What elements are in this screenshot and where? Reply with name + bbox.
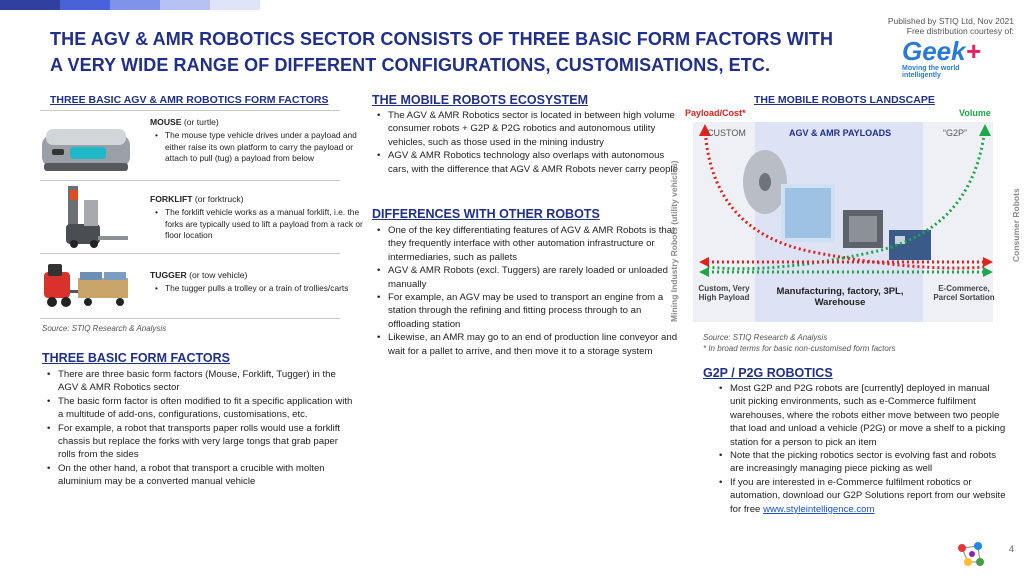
differences-list	[374, 224, 678, 358]
right-axis-label: Consumer Robots	[1011, 188, 1021, 262]
three-basic-heading: THREE BASIC FORM FACTORS	[42, 351, 230, 365]
list-item: • For example, an AGV may be used to transport an engine from a station through the refining and fitting process through to an offloading station	[388, 291, 678, 331]
mouse-alt: (or turtle)	[181, 117, 219, 127]
bottom-mid-label: Manufacturing, factory, 3PL, Warehouse	[776, 286, 904, 308]
tugger-alt: (or tow vehicle)	[186, 270, 248, 280]
tugger-description: • The tugger pulls a trolley or a train of trollies/carts	[165, 283, 372, 294]
divider	[40, 180, 340, 181]
publisher-info	[888, 16, 1014, 36]
list-item: • There are three basic form factors (Mouse, Forklift, Tugger) in the AGV & AMR Robotics sector	[58, 368, 354, 395]
published-by: Published by STIQ Ltd, Nov 2021	[887, 16, 1014, 26]
list-item: • AGV & AMR Robotics technology also overlaps with autonomous cars, with the difference that AGV & AMR Robots never carry people	[388, 149, 678, 176]
mouse-robot-image	[40, 115, 132, 179]
g2p-heading: G2P / P2G ROBOTICS	[703, 366, 833, 380]
styleintelligence-link[interactable]: www.styleintelligence.com	[763, 503, 875, 515]
payload-cost-label: Payload/Cost*	[685, 108, 746, 118]
form-factor-tugger	[40, 256, 349, 318]
page-title: THE AGV & AMR ROBOTICS SECTOR CONSISTS OF THREE BASIC FORM FACTORS WITH A VERY WIDE RANGE OF DIFFERENT CONFIGURATIONS, CUSTOMISATIONS, ETC.	[50, 29, 834, 75]
form-factors-heading: THREE BASIC AGV & AMR ROBOTICS FORM FACTORS	[50, 94, 329, 106]
g2p-label: “G2P”	[943, 128, 968, 138]
landscape-heading: THE MOBILE ROBOTS LANDSCAPE	[754, 94, 935, 106]
network-logo-icon	[956, 540, 986, 570]
mouse-name: MOUSE	[150, 117, 182, 127]
forklift-robot-image	[40, 184, 132, 250]
divider	[40, 318, 340, 319]
list-item	[730, 476, 1006, 516]
page-number: 4	[1008, 544, 1014, 554]
form-factor-forklift	[40, 182, 363, 252]
list-item: • Likewise, an AMR may go to an end of production line conveyor and wait for a pallet to arrive, and then move it to a storage system	[388, 331, 678, 358]
list-item: • Most G2P and P2G robots are [currently] deployed in manual unit picking environments, such as e-Commerce fulfilment warehouses, where the robots either move between two people that load and unload a vehicle (P2G) or move a shelf to a picking station for a person to pick an item	[730, 382, 1006, 449]
list-item: • The AGV & AMR Robotics sector is located in between high volume consumer robots + G2P & P2G robotics and autonomous utility vehicles, such as those used in the mining industry	[388, 109, 678, 149]
landscape-diagram	[669, 108, 1021, 332]
landscape-note: * In broad terms for basic non-customised form factors	[703, 344, 896, 353]
logo-tagline: Moving the world intelligently	[902, 65, 960, 79]
list-item: • On the other hand, a robot that transport a crucible with molten aluminium may be a converted manual vehicle	[58, 462, 354, 489]
differences-heading: DIFFERENCES WITH OTHER ROBOTS	[372, 207, 600, 221]
left-axis-label: Mining Industry Robots (utility vehicles)	[669, 160, 679, 322]
landscape-source: Source: STIQ Research & Analysis	[703, 333, 828, 342]
courtesy-text: Free distribution courtesy of:	[906, 26, 1014, 36]
list-item: • AGV & AMR Robots (excl. Tuggers) are rarely loaded or unloaded manually	[388, 264, 678, 291]
g2p-list	[716, 382, 1006, 516]
tugger-name: TUGGER	[150, 270, 187, 280]
forklift-alt: (or forktruck)	[192, 194, 244, 204]
top-bar-segment	[160, 0, 210, 10]
logo-plus: +	[965, 36, 981, 66]
ecosystem-heading: THE MOBILE ROBOTS ECOSYSTEM	[372, 93, 588, 107]
volume-label: Volume	[959, 108, 991, 118]
logo-word: Geek	[902, 36, 966, 66]
list-item: • For example, a robot that transports paper rolls would use a forklift chassis but replace the forks with very large tongs that grab paper rolls from the sides	[58, 422, 354, 462]
forklift-name: FORKLIFT	[150, 194, 193, 204]
mouse-description: • The mouse type vehicle drives under a payload and either raise its own platform to carry the payload or attach to pull (tug) a payload from below	[165, 130, 372, 164]
top-bar-segment	[0, 0, 60, 10]
ecosystem-list	[374, 109, 678, 176]
g2p-last-bullet-text: If you are interested in e-Commerce fulfilment robotics or automation, download our G2P Solutions report from our website for free	[730, 476, 1006, 515]
top-bar-segment	[110, 0, 160, 10]
geek-plus-logo[interactable]	[902, 36, 990, 79]
list-item: • One of the key differentiating features of AGV & AMR Robots is that they frequently interface with other automation infrastructure or intermediaries, such as pallets	[388, 224, 678, 264]
bottom-right-label: E-Commerce, Parcel Sortation	[933, 284, 995, 302]
tugger-robot-image	[40, 260, 132, 310]
divider	[40, 253, 340, 254]
forklift-description: • The forklift vehicle works as a manual forklift, i.e. the forks are typically used to lift a payload from a rack or floor location	[165, 207, 372, 241]
divider	[40, 110, 340, 111]
three-basic-list	[44, 368, 354, 489]
list-item: • Note that the picking robotics sector is evolving fast and robots are increasingly managing piece picking as well	[730, 449, 1006, 476]
list-item: • The basic form factor is often modified to fit a specific application with a multitude of add-ons, configurations, customisations, etc.	[58, 395, 354, 422]
custom-label: CUSTOM	[707, 128, 746, 138]
agv-payloads-label: AGV & AMR PAYLOADS	[789, 128, 892, 138]
top-bar-segment	[210, 0, 260, 10]
form-factor-mouse	[40, 113, 357, 181]
bottom-left-label: Custom, Very High Payload	[698, 284, 750, 302]
top-bar-segment	[60, 0, 110, 10]
form-factors-source: Source: STIQ Research & Analysis	[42, 324, 167, 333]
